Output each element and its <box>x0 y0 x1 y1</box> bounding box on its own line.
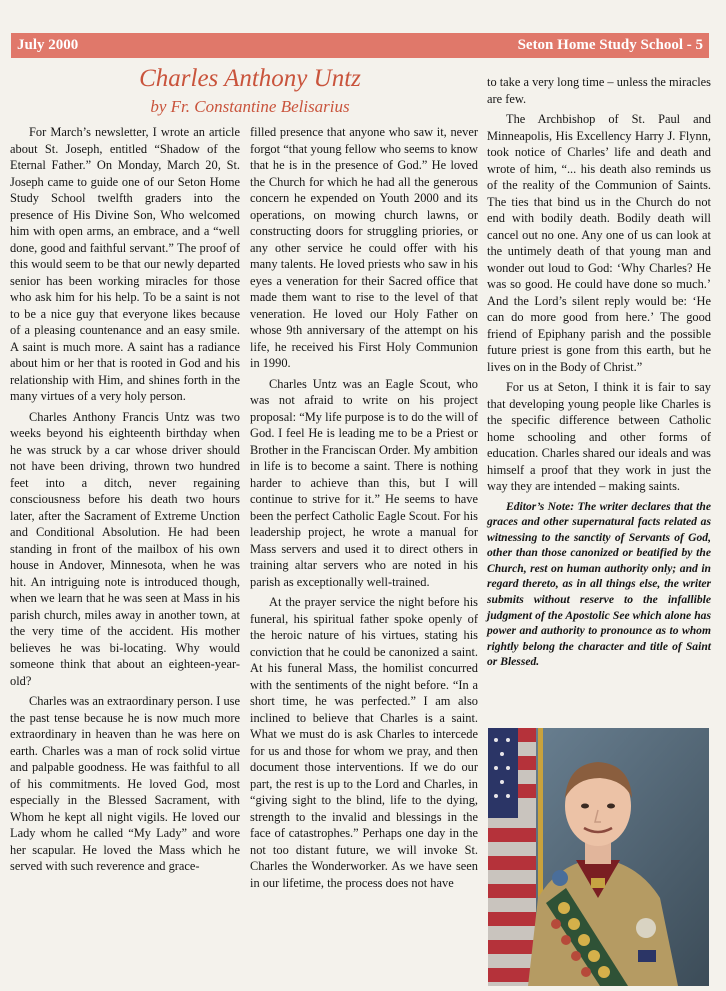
page-header <box>11 33 709 58</box>
paragraph: The Archbishop of St. Paul and Minneapolis, His Excellency Harry J. Flynn, took notice of Charles’ life and death and wrote of him, “... his death also reminds us of the reality of the Communion of Saints. The ties that bind us in the Church do not end with bodily death. Bodily death will cancel out no one. Any one of us can look at the untimely death of that young man and wonder out loud to God: ‘Why Charles? He was so good. He could have done so much.’ And the Lord’s silent reply would be: ‘He can do more good from here.’ The good friend of Epiphany parish and the possible future priest is gone from this earth, but he lives on in the Body of Christ.” <box>487 112 711 374</box>
scout-portrait-image <box>488 728 709 986</box>
paragraph: At the prayer service the night before his funeral, his spiritual father spoke openly of the heroic nature of his virtues, stating his conviction that he could be canonized a saint. At his funeral Mass, the homilist concurred with the sentiments of the night before. “In a short time, he was perfected.” I am also inclined to believe that Charles is a saint. What we must do is ask Charles to intercede for us and those for whom we pray, and then document those interventions. If we do our part, the rest is up to the Lord and Charles, in “giving sight to the blind, life to the dying, strength to the invalid and blessings in the face of catastrophes.” Perhaps one day in the not too distant future, we will invoke St. Charles the Wonderworker. As we have seen in our lifetime, the process does not have <box>250 595 478 890</box>
article-byline: by Fr. Constantine Belisarius <box>150 97 350 116</box>
article-column-2 <box>250 124 478 895</box>
paragraph: For us at Seton, I think it is fair to say that developing young people like Charles is the specific difference between Catholic home schooling and other forms of education. Charles shared our ideals and was himself a proof that they work in just the way they are intended – making saints. <box>487 380 711 493</box>
article-title: Charles Anthony Untz <box>139 65 361 92</box>
publication-page: Seton Home Study School - 5 <box>517 37 703 53</box>
paragraph: Charles Untz was an Eagle Scout, who was not afraid to write on his project proposal: “My life purpose is to do the will of God. I feel He is leading me to be a Priest or Brother in the Franciscan Order. My ambition in life is to become a saint. There is nothing harder to achieve than this, but I will continue to strive for it.” He seems to have been the perfect Catholic Eagle Scout. For his leadership project, he wrote a manual for Mass servers and used it to direct others in training altar servers who are noted in his parish as exceptionally well-trained. <box>250 376 478 589</box>
paragraph: to take a very long time – unless the miracles are few. <box>487 75 711 106</box>
paragraph: Charles Anthony Francis Untz was two weeks beyond his eighteenth birthday when he was struck by a car whose driver should not have been driving, thrown two hundred feet into a ditch, never regaining consciousness before his death two hours later, after the Sacrament of Extreme Unction and Conditional Absolution. He had been standing in front of the mailbox of his own house in Andover, Minnesota, when he was hit. An intriguing note is introduced though, when we learn that he was seen at Mass in his parish church, miles away in another town, at the very time of the accident. His mother believes he was bi-locating. Why would someone think that about an eighteen-year-old? <box>10 409 240 688</box>
editors-note: Editor’s Note: The writer declares that the graces and other supernatural facts related as witnessing to the sanctity of Servants of God, other than those canonized or beatified by the Church, rest on human authority only; and in regard thereto, as in all things else, the writer submits without reserve to the infallible judgment of the Apostolic See which alone has power and authority to pronounce as to whom rightly belong the character and title of Saint or Blessed. <box>487 499 711 669</box>
paragraph: For March’s newsletter, I wrote an article about St. Joseph, entitled “Shadow of the Eternal Father.” On Monday, March 20, St. Joseph came to guide one of our Seton Home Study School twelfth graders into the presence of His Divine Son, Who welcomed him with open arms, an embrace, and a “well done, good and faithful servant.” The proof of this would seem to be that our newly departed senior has been working miracles for those who ask him for his help. To be a saint is not to be a nice guy that everyone likes because of a pleasing countenance and an easy smile. A saint is much more. A saint has a radiance about him or her that is rooted in God and his relationship with Him, and shines forth in the many virtues of a very holy person. <box>10 125 240 403</box>
issue-date: July 2000 <box>17 37 79 53</box>
paragraph: filled presence that anyone who saw it, never forgot “that young fellow who seems to know that he is in the presence of God.” He loved the Church for which he had all the generous concern he expended on Youth 2000 and its operations, on mowing church lawns, or constructing doors for struggling priories, or any other service he could offer with his many talents. He loved priests who saw in his eyes a veneration for their Sacred office that made them want to rise to the level of that veneration. He loved our Holy Father on whose 9th anniversary of the attempt on his life, he received his First Holy Communion in 1990. <box>250 125 478 370</box>
article-column-3 <box>487 74 711 674</box>
article-column-1 <box>10 124 240 879</box>
portrait-photo <box>488 728 709 986</box>
paragraph: Charles was an extraordinary person. I use the past tense because he is now much more extraordinary in heaven than he was here on earth. Charles was a man of rock solid virtue and palpable goodness. He was faithful to all of his commitments. He loved God, most especially in the Blessed Sacrament, with Whom he kept all night vigils. He loved our Lady whom he called “My Lady” and wore her scapular. He loved the Mass which he served with such reverence and grace- <box>10 694 240 873</box>
